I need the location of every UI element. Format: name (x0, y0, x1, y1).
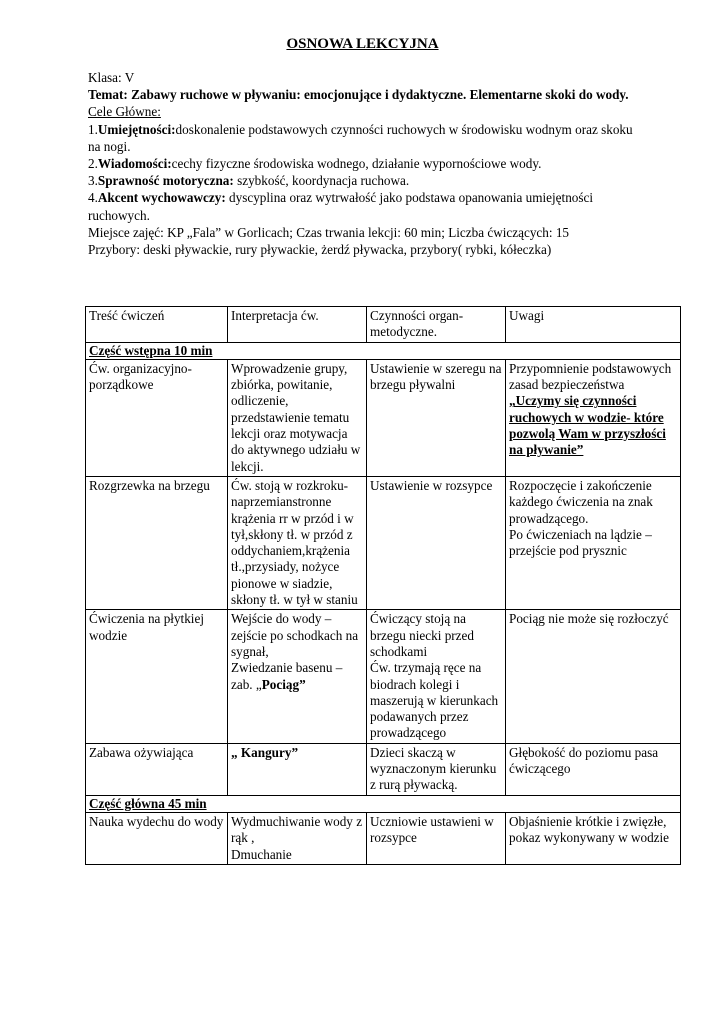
table-row (86, 359, 681, 476)
interpretation-text: Wydmuchiwanie wody z rąk , (231, 813, 363, 846)
cell-notes: Objaśnienie krótkie i zwięzłe, pokaz wykonywany w wodzie (506, 812, 681, 864)
cell-notes: Pociąg nie może się rozłoczyć (506, 610, 681, 743)
topic-line: Temat: Zabawy ruchowe w pływaniu: emocjonujące i dydaktyczne. Elementarne skoki do wody. (88, 87, 629, 103)
table-header-row (86, 307, 681, 343)
col-header-interpretation: Interpretacja ćw. (228, 307, 367, 343)
activities-text-2: Ćw. trzymają ręce na biodrach kolegi i maszerują w kierunkach podawanych przez prowadzącego (370, 660, 499, 741)
cell-content: Rozgrzewka na brzegu (86, 476, 228, 609)
section-row-main (86, 795, 681, 812)
notes-text-2: Po ćwiczeniach na lądzie – przejście pod prysznic (509, 526, 652, 559)
cell-interpretation (228, 812, 367, 864)
notes-text: Przypomnienie podstawowych zasad bezpieczeństwa (509, 360, 672, 393)
class-line: Klasa: V (88, 70, 135, 85)
col-header-content: Treść ćwiczeń (86, 307, 228, 343)
cell-interpretation (228, 610, 367, 743)
goals-label: Cele Główne: (88, 104, 161, 120)
cell-activities: Uczniowie ustawieni w rozsypce (367, 812, 506, 864)
cell-interpretation: Wprowadzenie grupy, zbiórka, powitanie, odliczenie, przedstawienie tematu lekcji oraz motywacja do aktywnego udziału w lekcji. (228, 359, 367, 476)
equipment-line: Przybory: deski pływackie, rury pływackie, żerdź pływacka, przybory( rybki, kółeczka) (88, 242, 552, 258)
cell-content: Ćw. organizacyjno-porządkowe (86, 359, 228, 476)
document-title: OSNOWA LEKCYJNA (286, 36, 439, 52)
col-header-notes: Uwagi (506, 307, 681, 343)
section-title-intro: Część wstępna 10 min (86, 342, 681, 359)
table-row (86, 812, 681, 864)
notes-text: Rozpoczęcie i zakończenie każdego ćwiczenia na znak prowadzącego. (509, 477, 653, 526)
cell-content: Ćwiczenia na płytkiej wodzie (86, 610, 228, 743)
goal-2: 2.Wiadomości:cechy fizyczne środowiska wodnego, działanie wypornościowe wody. (88, 156, 542, 172)
notes-motto: „Uczymy się czynności ruchowych w wodzie- które pozwolą Wam w przyszłości na pływanie” (509, 393, 666, 458)
lesson-header (88, 69, 648, 258)
section-row-intro (86, 342, 681, 359)
goal-4: 4.Akcent wychowawczy: dyscyplina oraz wytrwałość jako podstawa opanowania umiejętności ruchowych. (88, 190, 594, 223)
cell-activities: Ustawienie w szeregu na brzegu pływalni (367, 359, 506, 476)
section-title-main: Część główna 45 min (86, 795, 681, 812)
cell-content: Zabawa ożywiająca (86, 743, 228, 795)
goal-3: 3.Sprawność motoryczna: szybkość, koordynacja ruchowa. (88, 173, 410, 189)
activities-text: Ćwiczący stoją na brzegu niecki przed schodkami (370, 611, 474, 659)
game-name: Pociąg” (261, 676, 306, 692)
table-row (86, 476, 681, 609)
col-header-activities: Czynności organ-metodyczne. (367, 307, 506, 343)
cell-activities: Ustawienie w rozsypce (367, 476, 506, 609)
table-row (86, 610, 681, 743)
cell-activities (367, 610, 506, 743)
interpretation-text-2: Zwiedzanie basenu – zab. „Pociąg” (231, 660, 343, 692)
cell-activities: Dzieci skaczą w wyznaczonym kierunku z rurą pływacką. (367, 743, 506, 795)
interpretation-text-2: Dmuchanie (231, 846, 292, 862)
cell-notes (506, 359, 681, 476)
cell-notes (506, 476, 681, 609)
cell-content: Nauka wydechu do wody (86, 812, 228, 864)
cell-notes: Głębokość do poziomu pasa ćwiczącego (506, 743, 681, 795)
goal-1: 1.Umiejętności:doskonalenie podstawowych czynności ruchowych w środowisku wodnym oraz skoku na nogi. (88, 121, 633, 154)
cell-interpretation: Ćw. stoją w rozkroku- naprzemianstronne krążenia rr w przód i w tył,skłony tł. w przód z oddychaniem,krążenia tł.,przysiady, nożyce pionowe w siadzie, skłony tł. w tył w staniu (228, 476, 367, 609)
place-line: Miejsce zajęć: KP „Fala” w Gorlicach; Czas trwania lekcji: 60 min; Liczba ćwiczących: 15 (88, 224, 570, 240)
cell-interpretation: „ Kangury” (228, 743, 367, 795)
table-row (86, 743, 681, 795)
interpretation-text: Wejście do wody – zejście po schodkach na sygnał, (231, 611, 359, 659)
lesson-table (85, 306, 681, 865)
